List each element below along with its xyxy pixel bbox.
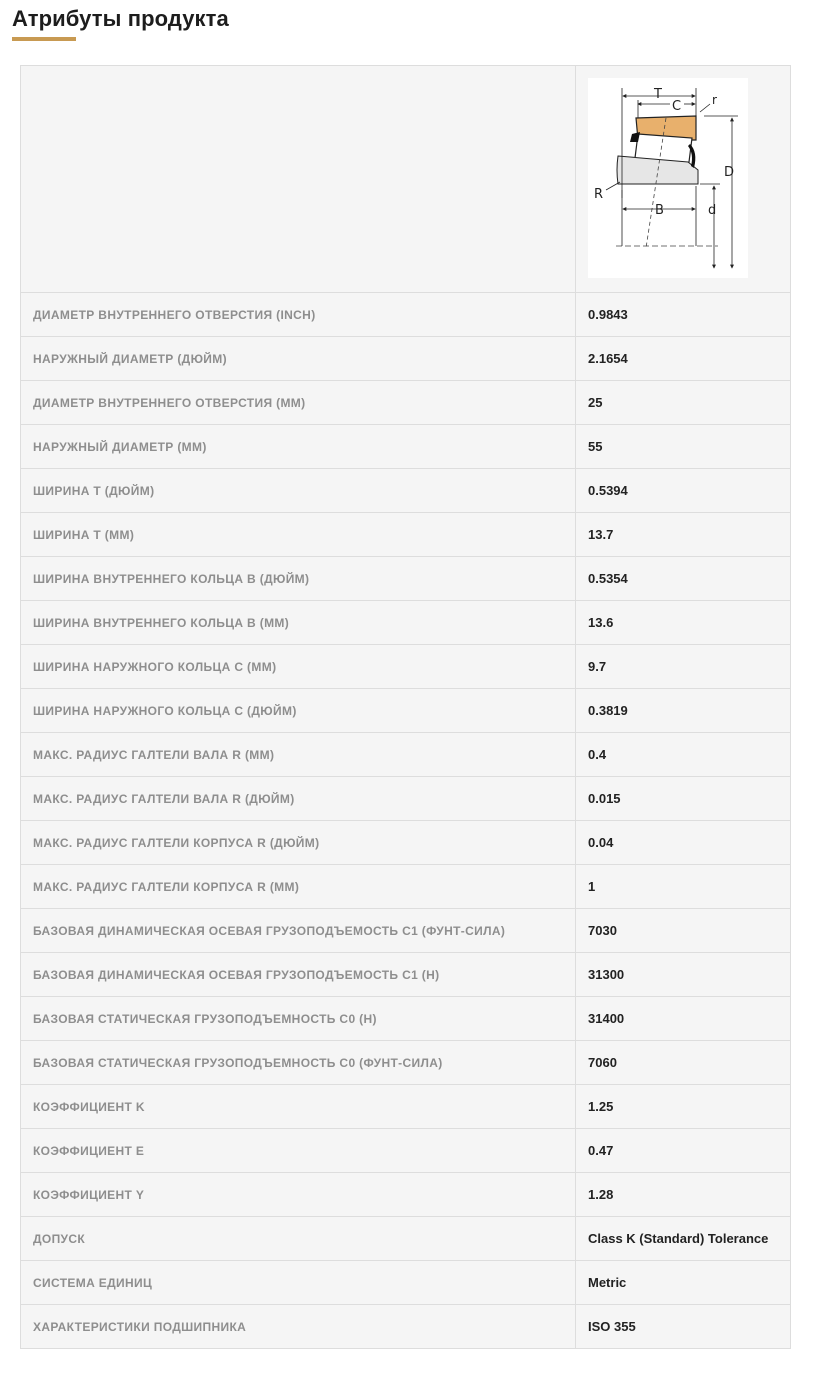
attribute-value: 1 [576,865,791,909]
table-row [21,1129,791,1173]
attribute-value: 0.04 [576,821,791,865]
attribute-label: ДОПУСК [21,1217,576,1261]
attribute-label: ДИАМЕТР ВНУТРЕННЕГО ОТВЕРСТИЯ (INCH) [21,293,576,337]
attribute-value: 7060 [576,1041,791,1085]
attribute-label: МАКС. РАДИУС ГАЛТЕЛИ ВАЛА R (ДЮЙМ) [21,777,576,821]
attribute-label: ШИРИНА ВНУТРЕННЕГО КОЛЬЦА B (ММ) [21,601,576,645]
table-row [21,689,791,733]
attribute-value: 0.47 [576,1129,791,1173]
table-row [21,469,791,513]
attribute-label: КОЭФФИЦИЕНТ K [21,1085,576,1129]
table-row [21,909,791,953]
title-underline [12,37,76,41]
attribute-label: МАКС. РАДИУС ГАЛТЕЛИ КОРПУСА R (ММ) [21,865,576,909]
attribute-label: ШИРИНА НАРУЖНОГО КОЛЬЦА C (ММ) [21,645,576,689]
attribute-value: 9.7 [576,645,791,689]
table-row [21,1261,791,1305]
attribute-value: 2.1654 [576,337,791,381]
attribute-label: ШИРИНА T (ММ) [21,513,576,557]
table-row [21,1217,791,1261]
diagram-label-B: B [655,203,664,218]
diagram-cell [576,66,791,293]
table-row [21,997,791,1041]
attribute-label: БАЗОВАЯ ДИНАМИЧЕСКАЯ ОСЕВАЯ ГРУЗОПОДЪЕМОСТЬ C1 (ФУНТ-СИЛА) [21,909,576,953]
table-row [21,733,791,777]
table-row [21,821,791,865]
table-row [21,1305,791,1349]
attribute-label: МАКС. РАДИУС ГАЛТЕЛИ КОРПУСА R (ДЮЙМ) [21,821,576,865]
diagram-row [21,66,791,293]
attribute-value: 1.28 [576,1173,791,1217]
attribute-value: 13.7 [576,513,791,557]
attribute-label: ШИРИНА T (ДЮЙМ) [21,469,576,513]
attribute-value: 13.6 [576,601,791,645]
table-row [21,513,791,557]
diagram-label-R: R [594,187,604,202]
attribute-value: 31300 [576,953,791,997]
attribute-value: 0.5354 [576,557,791,601]
attribute-value: Metric [576,1261,791,1305]
attribute-label: КОЭФФИЦИЕНТ Y [21,1173,576,1217]
diagram-label-C: C [672,99,682,114]
table-row [21,557,791,601]
table-row [21,337,791,381]
attribute-value: 55 [576,425,791,469]
attribute-label: БАЗОВАЯ СТАТИЧЕСКАЯ ГРУЗОПОДЪЕМНОСТЬ C0 (ФУНТ-СИЛА) [21,1041,576,1085]
table-row [21,425,791,469]
table-row [21,777,791,821]
diagram-label-D: D [724,165,735,180]
attribute-value: 0.9843 [576,293,791,337]
page-title: Атрибуты продукта [12,6,229,31]
product-attributes-table [20,65,791,1349]
table-row [21,1041,791,1085]
attribute-value: Class K (Standard) Tolerance [576,1217,791,1261]
attribute-value: 31400 [576,997,791,1041]
attribute-label: БАЗОВАЯ СТАТИЧЕСКАЯ ГРУЗОПОДЪЕМНОСТЬ C0 (Н) [21,997,576,1041]
attribute-label: БАЗОВАЯ ДИНАМИЧЕСКАЯ ОСЕВАЯ ГРУЗОПОДЪЕМОСТЬ C1 (Н) [21,953,576,997]
attribute-value: 1.25 [576,1085,791,1129]
table-row [21,1085,791,1129]
attribute-value: ISO 355 [576,1305,791,1349]
attribute-value: 0.4 [576,733,791,777]
tapered-roller-bearing-diagram-icon [588,78,748,278]
table-row [21,645,791,689]
attribute-value: 7030 [576,909,791,953]
diagram-label-r: r [712,93,717,107]
attribute-label: ШИРИНА НАРУЖНОГО КОЛЬЦА C (ДЮЙМ) [21,689,576,733]
table-row [21,953,791,997]
diagram-label-d: d [708,203,717,218]
table-row [21,381,791,425]
attribute-value: 25 [576,381,791,425]
attribute-value: 0.5394 [576,469,791,513]
attribute-label: НАРУЖНЫЙ ДИАМЕТР (ММ) [21,425,576,469]
table-row [21,601,791,645]
attribute-label: ШИРИНА ВНУТРЕННЕГО КОЛЬЦА B (ДЮЙМ) [21,557,576,601]
table-row [21,293,791,337]
attribute-label: СИСТЕМА ЕДИНИЦ [21,1261,576,1305]
table-row [21,1173,791,1217]
attribute-label: МАКС. РАДИУС ГАЛТЕЛИ ВАЛА R (ММ) [21,733,576,777]
diagram-label-cell [21,66,576,293]
attribute-label: НАРУЖНЫЙ ДИАМЕТР (ДЮЙМ) [21,337,576,381]
attribute-value: 0.015 [576,777,791,821]
attribute-label: КОЭФФИЦИЕНТ E [21,1129,576,1173]
table-row [21,865,791,909]
diagram-label-T: T [654,87,662,102]
attribute-value: 0.3819 [576,689,791,733]
attribute-label: ДИАМЕТР ВНУТРЕННЕГО ОТВЕРСТИЯ (ММ) [21,381,576,425]
attribute-label: ХАРАКТЕРИСТИКИ ПОДШИПНИКА [21,1305,576,1349]
